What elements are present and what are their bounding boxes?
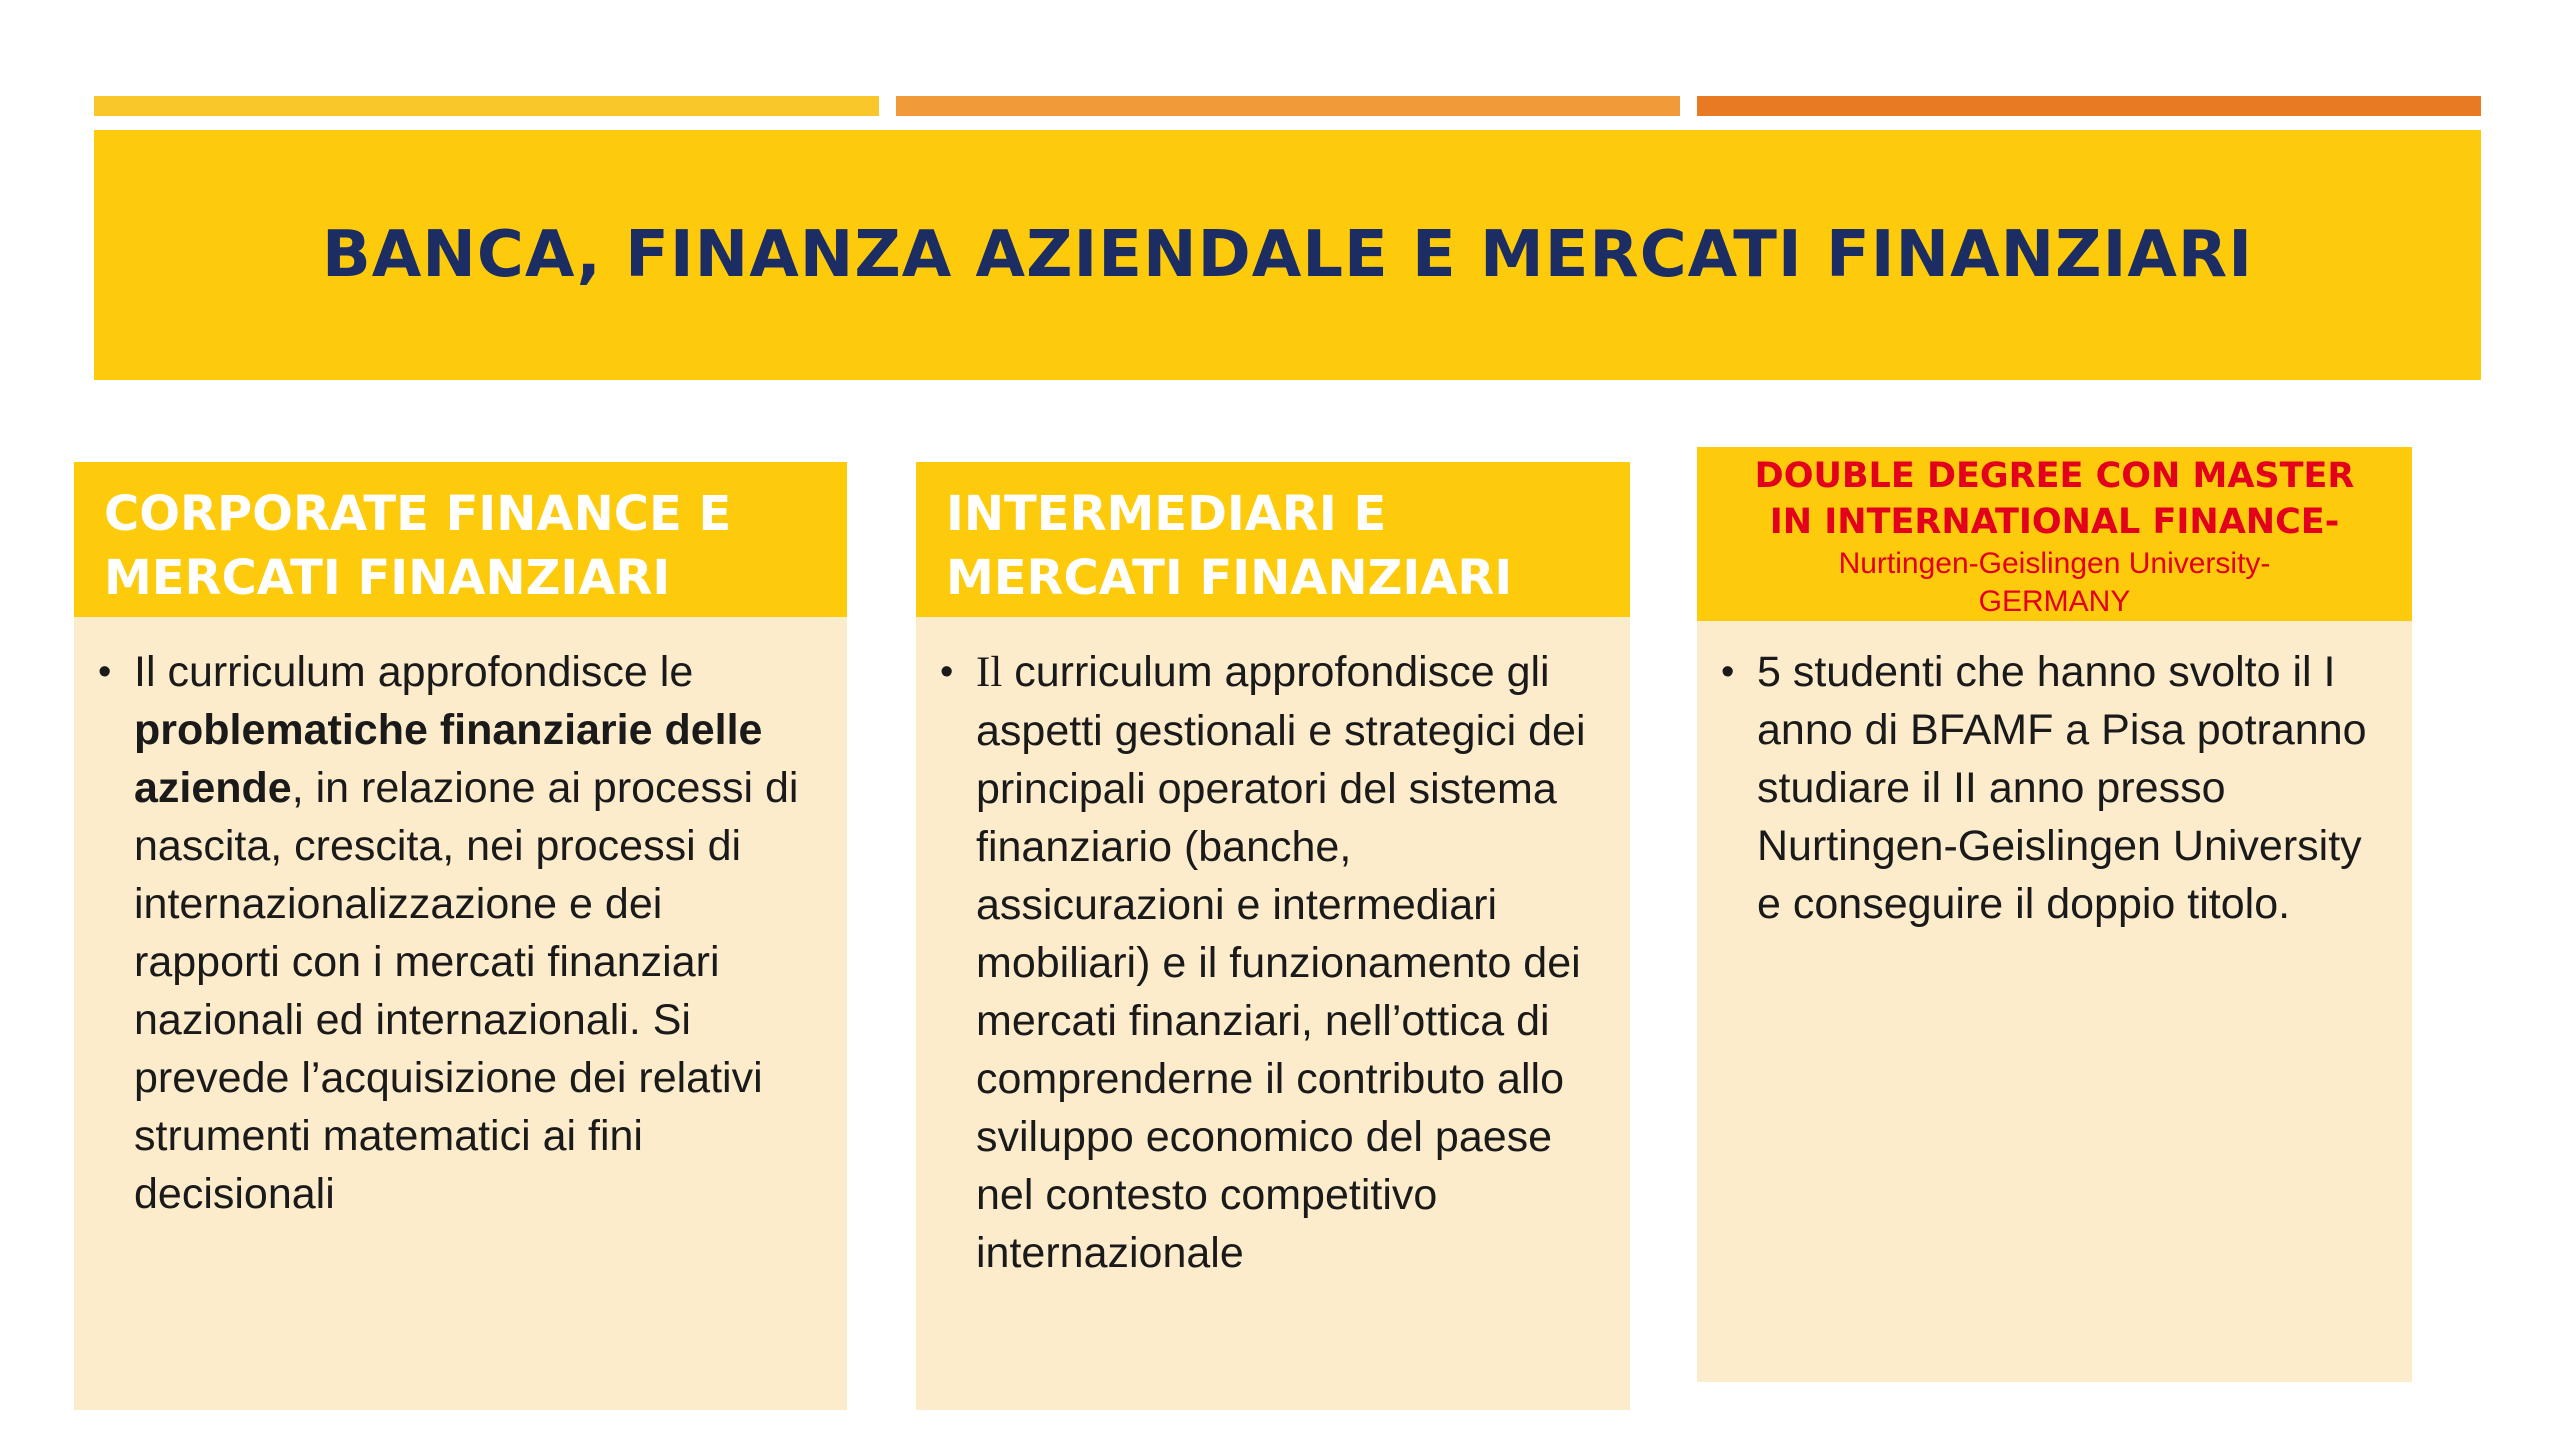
- column-corporate-finance: [74, 462, 847, 1410]
- column-double-degree: [1697, 447, 2412, 1382]
- body-text-start: Il curriculum approfondisce le: [134, 648, 694, 696]
- body-text: curriculum approfondisce gli aspetti gestionali e strategici dei principali operatori del sistema finanziario (banche, assicurazioni e intermediari mobiliari) e il funzionamento dei mercati finanziari, nell’ottica di comprenderne il contributo allo sviluppo economico del paese nel contesto competitivo internazionale: [976, 648, 1586, 1277]
- bullet-icon: •: [1721, 651, 1735, 693]
- body-text-bold: problematiche finanziarie delle aziende: [134, 706, 763, 812]
- column-heading: [916, 462, 1630, 617]
- column-heading: [74, 462, 847, 617]
- page-title: BANCA, FINANZA AZIENDALE E MERCATI FINANZIARI: [321, 218, 2254, 292]
- heading-line-2: IN INTERNATIONAL FINANCE-: [1769, 502, 2340, 542]
- accent-stripe-middle: [896, 96, 1680, 116]
- heading-line-1: INTERMEDIARI E: [946, 486, 1387, 542]
- bullet-icon: •: [940, 651, 954, 693]
- heading-line-2: MERCATI FINANZIARI: [104, 550, 671, 606]
- heading-line-2: MERCATI FINANZIARI: [946, 550, 1513, 606]
- heading-line-1: DOUBLE DEGREE CON MASTER: [1754, 456, 2355, 496]
- university-country: GERMANY: [1978, 585, 2131, 618]
- accent-stripe-left: [94, 96, 879, 116]
- column-body: [916, 617, 1630, 1282]
- heading-line-1: CORPORATE FINANCE E: [104, 486, 732, 542]
- university-name: Nurtingen-Geislingen University-: [1838, 547, 2271, 580]
- column-body: [74, 617, 847, 1223]
- title-banner: [94, 130, 2481, 380]
- bullet-icon: •: [98, 651, 112, 693]
- body-text: 5 studenti che hanno svolto il I anno di BFAMF a Pisa potranno studiare il II anno presso Nurtingen-Geislingen University e conseguire il doppio titolo.: [1757, 648, 2367, 928]
- column-intermediari: [916, 462, 1630, 1410]
- column-body: [1697, 621, 2412, 933]
- accent-stripe-right: [1697, 96, 2481, 116]
- body-text-lead: Il: [976, 649, 1003, 696]
- column-heading: [1697, 447, 2412, 621]
- body-text-end: , in relazione ai processi di nascita, crescita, nei processi di internazionalizzazione e dei rapporti con i mercati finanziari nazionali ed internazionali. Si prevede l’acquisizione dei relativi strumenti matematici ai fini decisionali: [134, 764, 799, 1218]
